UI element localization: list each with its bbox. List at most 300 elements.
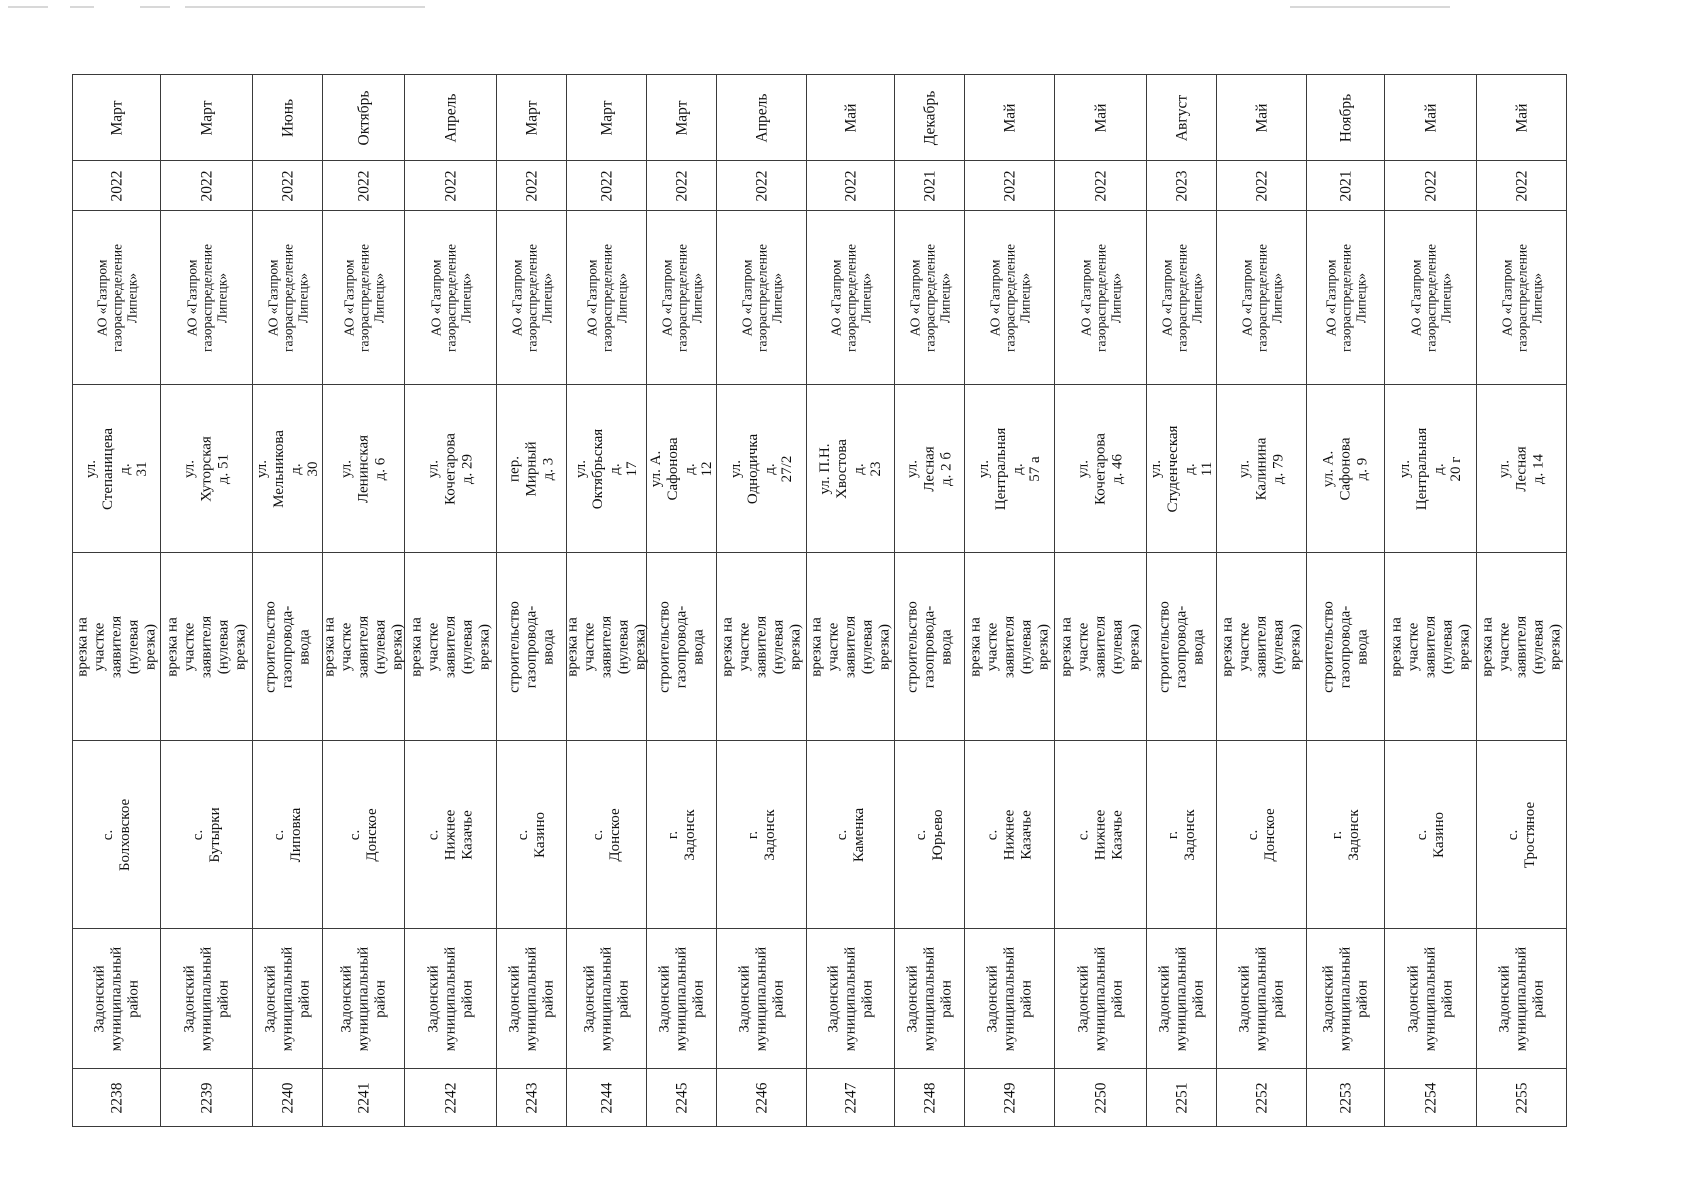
- cell-year: [1217, 161, 1307, 211]
- settlement-text: с. Нижнее Казачье: [425, 809, 475, 860]
- year-text: 2022: [355, 170, 372, 201]
- scan-artifact: [140, 6, 170, 8]
- cell-organization: [1385, 211, 1477, 385]
- number-text: 2252: [1253, 1082, 1270, 1113]
- cell-address: [717, 385, 807, 553]
- number-text: 2238: [108, 1082, 125, 1113]
- cell-address: [405, 385, 497, 553]
- work-type-text: врезка на участке заявителя (нулевая врезка): [808, 615, 892, 678]
- cell-settlement: [497, 741, 567, 929]
- year-text: 2022: [1092, 170, 1109, 201]
- organization-text: АО «Газпром газораспределение Липецк»: [1159, 243, 1204, 352]
- year-text: 2022: [598, 170, 615, 201]
- cell-organization: [647, 211, 717, 385]
- district-text: Задонский муниципальный район: [1075, 946, 1125, 1051]
- cell-district: [161, 929, 253, 1069]
- organization-text: АО «Газпром газораспределение Липецк»: [659, 243, 704, 352]
- cell-month: [567, 75, 647, 161]
- address-text: ул. А. Сафонова д. 12: [647, 437, 715, 500]
- cell-settlement: [647, 741, 717, 929]
- cell-settlement: [1217, 741, 1307, 929]
- cell-month: [1385, 75, 1477, 161]
- year-text: 2022: [842, 170, 859, 201]
- row-month: [73, 75, 1567, 161]
- address-text: ул. Хуторская д. 51: [181, 435, 231, 502]
- settlement-text: г. Задонск: [744, 808, 778, 861]
- organization-text: АО «Газпром газораспределение Липецк»: [184, 243, 229, 352]
- number-text: 2254: [1422, 1082, 1439, 1113]
- year-text: 2022: [279, 170, 296, 201]
- cell-organization: [1307, 211, 1385, 385]
- district-text: Задонский муниципальный район: [904, 946, 954, 1051]
- work-type-text: строительство газопровода-ввода: [1156, 600, 1206, 693]
- year-text: 2021: [1337, 170, 1354, 201]
- cell-district: [405, 929, 497, 1069]
- address-text: ул. Лесная д. 14: [1496, 445, 1546, 492]
- cell-month: [405, 75, 497, 161]
- cell-work-type: [965, 553, 1055, 741]
- address-text: ул. Октябрьская д. 17: [572, 428, 640, 509]
- work-type-text: врезка на участке заявителя (нулевая врезка): [321, 615, 405, 678]
- cell-work-type: [895, 553, 965, 741]
- month-text: Март: [598, 100, 615, 135]
- address-text: ул. Однодичка д. 27/2: [727, 433, 795, 504]
- cell-address: [497, 385, 567, 553]
- cell-work-type: [1147, 553, 1217, 741]
- cell-number: [965, 1069, 1055, 1127]
- cell-organization: [1477, 211, 1567, 385]
- cell-number: [567, 1069, 647, 1127]
- cell-organization: [161, 211, 253, 385]
- address-text: ул. Центральная д. 57 а: [975, 427, 1043, 510]
- work-type-text: врезка на участке заявителя (нулевая врезка): [1479, 615, 1563, 678]
- cell-address: [895, 385, 965, 553]
- cell-year: [1385, 161, 1477, 211]
- cell-work-type: [161, 553, 253, 741]
- cell-month: [1477, 75, 1567, 161]
- work-type-text: врезка на участке заявителя (нулевая врезка): [564, 615, 648, 678]
- district-text: Задонский муниципальный район: [91, 946, 141, 1051]
- year-text: 2022: [1001, 170, 1018, 201]
- number-text: 2239: [198, 1082, 215, 1113]
- cell-organization: [807, 211, 895, 385]
- row-address: [73, 385, 1567, 553]
- cell-month: [1307, 75, 1385, 161]
- cell-address: [567, 385, 647, 553]
- number-text: 2249: [1001, 1082, 1018, 1113]
- cell-month: [73, 75, 161, 161]
- year-text: 2022: [108, 170, 125, 201]
- scan-artifact: [70, 6, 94, 8]
- work-type-text: врезка на участке заявителя (нулевая врезка): [1388, 615, 1472, 678]
- cell-address: [253, 385, 323, 553]
- cell-work-type: [253, 553, 323, 741]
- row-work-type: [73, 553, 1567, 741]
- scan-artifact: [1290, 6, 1450, 8]
- organization-text: АО «Газпром газораспределение Липецк»: [584, 243, 629, 352]
- address-text: ул. Кочегарова д. 29: [425, 432, 475, 505]
- year-text: 2022: [442, 170, 459, 201]
- month-text: Апрель: [753, 93, 770, 142]
- number-text: 2244: [598, 1082, 615, 1113]
- number-text: 2253: [1337, 1082, 1354, 1113]
- cell-settlement: [1477, 741, 1567, 929]
- cell-month: [1055, 75, 1147, 161]
- month-text: Май: [1092, 103, 1109, 132]
- district-text: Задонский муниципальный район: [262, 946, 312, 1051]
- cell-number: [1477, 1069, 1567, 1127]
- number-text: 2243: [523, 1082, 540, 1113]
- cell-month: [323, 75, 405, 161]
- cell-work-type: [1217, 553, 1307, 741]
- address-text: ул. Центральная д. 20 г: [1396, 427, 1464, 510]
- organization-text: АО «Газпром газораспределение Липецк»: [1239, 243, 1284, 352]
- number-text: 2255: [1513, 1082, 1530, 1113]
- cell-address: [1217, 385, 1307, 553]
- cell-year: [1477, 161, 1567, 211]
- cell-settlement: [1147, 741, 1217, 929]
- month-text: Декабрь: [921, 90, 938, 145]
- number-text: 2240: [279, 1082, 296, 1113]
- cell-work-type: [1385, 553, 1477, 741]
- month-text: Март: [673, 100, 690, 135]
- cell-number: [717, 1069, 807, 1127]
- organization-text: АО «Газпром газораспределение Липецк»: [1323, 243, 1368, 352]
- table-body: [73, 75, 1567, 1127]
- cell-year: [161, 161, 253, 211]
- cell-year: [253, 161, 323, 211]
- cell-organization: [405, 211, 497, 385]
- settlement-text: с. Болховское: [99, 798, 133, 871]
- cell-number: [1385, 1069, 1477, 1127]
- cell-address: [73, 385, 161, 553]
- cell-organization: [323, 211, 405, 385]
- cell-organization: [497, 211, 567, 385]
- cell-month: [717, 75, 807, 161]
- cell-year: [807, 161, 895, 211]
- cell-month: [253, 75, 323, 161]
- scan-top-artifacts: [0, 0, 1697, 16]
- cell-address: [1055, 385, 1147, 553]
- cell-district: [323, 929, 405, 1069]
- cell-month: [807, 75, 895, 161]
- cell-year: [323, 161, 405, 211]
- organization-text: АО «Газпром газораспределение Липецк»: [739, 243, 784, 352]
- address-text: ул. А. Сафонова д. 9: [1320, 437, 1370, 500]
- district-text: Задонский муниципальный район: [984, 946, 1034, 1051]
- year-text: 2022: [1422, 170, 1439, 201]
- row-settlement: [73, 741, 1567, 929]
- cell-settlement: [1385, 741, 1477, 929]
- district-text: Задонский муниципальный район: [581, 946, 631, 1051]
- cell-district: [253, 929, 323, 1069]
- organization-text: АО «Газпром газораспределение Липецк»: [1408, 243, 1453, 352]
- district-text: Задонский муниципальный район: [736, 946, 786, 1051]
- cell-settlement: [1055, 741, 1147, 929]
- cell-address: [161, 385, 253, 553]
- work-type-text: строительство газопровода-ввода: [656, 600, 706, 693]
- cell-settlement: [1307, 741, 1385, 929]
- cell-district: [1307, 929, 1385, 1069]
- month-text: Ноябрь: [1337, 93, 1354, 142]
- district-text: Задонский муниципальный район: [1405, 946, 1455, 1051]
- scan-artifact: [185, 6, 425, 8]
- work-type-text: врезка на участке заявителя (нулевая врезка): [967, 615, 1051, 678]
- cell-year: [73, 161, 161, 211]
- cell-settlement: [717, 741, 807, 929]
- cell-number: [647, 1069, 717, 1127]
- cell-district: [1385, 929, 1477, 1069]
- cell-number: [405, 1069, 497, 1127]
- cell-work-type: [647, 553, 717, 741]
- cell-work-type: [1477, 553, 1567, 741]
- cell-organization: [73, 211, 161, 385]
- work-type-text: врезка на участке заявителя (нулевая врезка): [164, 615, 248, 678]
- month-text: Август: [1173, 94, 1190, 141]
- work-type-text: врезка на участке заявителя (нулевая врезка): [408, 615, 492, 678]
- cell-settlement: [405, 741, 497, 929]
- cell-district: [647, 929, 717, 1069]
- cell-work-type: [564, 553, 648, 741]
- cell-district: [807, 929, 895, 1069]
- cell-organization: [567, 211, 647, 385]
- district-text: Задонский муниципальный район: [656, 946, 706, 1051]
- settlement-text: с. Бутырки: [189, 806, 223, 863]
- organization-text: АО «Газпром газораспределение Липецк»: [1499, 243, 1544, 352]
- month-text: Октябрь: [355, 90, 372, 145]
- cell-year: [895, 161, 965, 211]
- row-organization: [73, 211, 1567, 385]
- cell-district: [1477, 929, 1567, 1069]
- cell-year: [1147, 161, 1217, 211]
- cell-organization: [965, 211, 1055, 385]
- number-text: 2245: [673, 1082, 690, 1113]
- address-text: ул. Степаницева д. 31: [82, 427, 150, 510]
- district-text: Задонский муниципальный район: [1156, 946, 1206, 1051]
- district-text: Задонский муниципальный район: [1320, 946, 1370, 1051]
- cell-district: [1217, 929, 1307, 1069]
- cell-work-type: [497, 553, 567, 741]
- cell-district: [1055, 929, 1147, 1069]
- scan-artifact: [8, 6, 48, 8]
- cell-address: [1477, 385, 1567, 553]
- cell-month: [965, 75, 1055, 161]
- year-text: 2022: [198, 170, 215, 201]
- cell-address: [1307, 385, 1385, 553]
- work-type-text: строительство газопровода-ввода: [1320, 600, 1370, 693]
- cell-district: [965, 929, 1055, 1069]
- work-type-text: строительство газопровода-ввода: [506, 600, 556, 693]
- settlement-text: с. Каменка: [833, 807, 867, 862]
- organization-text: АО «Газпром газораспределение Липецк»: [987, 243, 1032, 352]
- cell-district: [497, 929, 567, 1069]
- cell-month: [647, 75, 717, 161]
- work-type-text: строительство газопровода-ввода: [262, 600, 312, 693]
- cell-year: [647, 161, 717, 211]
- cell-number: [497, 1069, 567, 1127]
- cell-number: [1307, 1069, 1385, 1127]
- district-text: Задонский муниципальный район: [181, 946, 231, 1051]
- row-number: [73, 1069, 1567, 1127]
- cell-month: [895, 75, 965, 161]
- settlement-text: г. Задонск: [1328, 808, 1362, 861]
- row-year: [73, 161, 1567, 211]
- month-text: Май: [842, 103, 859, 132]
- address-text: ул. Мельникова д. 30: [253, 429, 321, 508]
- cell-settlement: [323, 741, 405, 929]
- cell-organization: [1217, 211, 1307, 385]
- settlement-text: с. Юрьево: [912, 809, 946, 860]
- cell-number: [1217, 1069, 1307, 1127]
- work-type-text: врезка на участке заявителя (нулевая врезка): [74, 615, 158, 678]
- number-text: 2248: [921, 1082, 938, 1113]
- number-text: 2242: [442, 1082, 459, 1113]
- cell-address: [323, 385, 405, 553]
- cell-address: [1147, 385, 1217, 553]
- cell-organization: [1147, 211, 1217, 385]
- cell-month: [1217, 75, 1307, 161]
- settlement-text: с. Донское: [1244, 807, 1278, 862]
- cell-year: [965, 161, 1055, 211]
- cell-address: [965, 385, 1055, 553]
- cell-number: [161, 1069, 253, 1127]
- cell-number: [253, 1069, 323, 1127]
- work-type-text: строительство газопровода-ввода: [904, 600, 954, 693]
- cell-month: [497, 75, 567, 161]
- cell-year: [1055, 161, 1147, 211]
- cell-settlement: [807, 741, 895, 929]
- month-text: Май: [1513, 103, 1530, 132]
- work-type-text: врезка на участке заявителя (нулевая врезка): [719, 615, 803, 678]
- month-text: Июнь: [279, 98, 296, 137]
- year-text: 2021: [921, 170, 938, 201]
- district-text: Задонский муниципальный район: [506, 946, 556, 1051]
- address-text: ул. Кочегарова д. 46: [1075, 432, 1125, 505]
- cell-work-type: [717, 553, 807, 741]
- settlement-text: г. Задонск: [664, 808, 698, 861]
- district-text: Задонский муниципальный район: [338, 946, 388, 1051]
- number-text: 2250: [1092, 1082, 1109, 1113]
- cell-month: [1147, 75, 1217, 161]
- settlement-text: г. Задонск: [1164, 808, 1198, 861]
- cell-year: [497, 161, 567, 211]
- organization-text: АО «Газпром газораспределение Липецк»: [907, 243, 952, 352]
- organization-text: АО «Газпром газораспределение Липецк»: [828, 243, 873, 352]
- cell-settlement: [567, 741, 647, 929]
- cell-number: [1147, 1069, 1217, 1127]
- year-text: 2022: [753, 170, 770, 201]
- year-text: 2022: [523, 170, 540, 201]
- cell-work-type: [807, 553, 895, 741]
- cell-settlement: [895, 741, 965, 929]
- cell-number: [1055, 1069, 1147, 1127]
- settlement-text: с. Нижнее Казачье: [984, 809, 1034, 860]
- cell-organization: [1055, 211, 1147, 385]
- year-text: 2023: [1173, 170, 1190, 201]
- district-text: Задонский муниципальный район: [825, 946, 875, 1051]
- organization-text: АО «Газпром газораспределение Липецк»: [509, 243, 554, 352]
- cell-address: [807, 385, 895, 553]
- cell-district: [717, 929, 807, 1069]
- cell-address: [647, 385, 717, 553]
- cell-work-type: [73, 553, 161, 741]
- organization-text: АО «Газпром газораспределение Липецк»: [428, 243, 473, 352]
- cell-organization: [253, 211, 323, 385]
- cell-district: [567, 929, 647, 1069]
- cell-district: [73, 929, 161, 1069]
- settlement-text: с. Тростяное: [1504, 801, 1538, 868]
- month-text: Март: [523, 100, 540, 135]
- address-text: ул. Лесная д. 2 б: [904, 445, 954, 492]
- address-text: ул. П.Н. Хвостова д. 23: [816, 438, 884, 499]
- district-text: Задонский муниципальный район: [1496, 946, 1546, 1051]
- cell-number: [323, 1069, 405, 1127]
- settlement-text: с. Казино: [514, 811, 548, 858]
- cell-year: [1307, 161, 1385, 211]
- address-text: ул. Студенческая д. 11: [1147, 425, 1215, 512]
- settlement-text: с. Донское: [346, 807, 380, 862]
- cell-organization: [717, 211, 807, 385]
- settlement-text: с. Донское: [589, 807, 623, 862]
- cell-organization: [895, 211, 965, 385]
- cell-work-type: [1307, 553, 1385, 741]
- month-text: Март: [198, 100, 215, 135]
- cell-year: [567, 161, 647, 211]
- settlement-text: с. Казино: [1413, 811, 1447, 858]
- year-text: 2022: [1513, 170, 1530, 201]
- settlement-text: с. Нижнее Казачье: [1075, 809, 1125, 860]
- cell-work-type: [323, 553, 405, 741]
- cell-year: [405, 161, 497, 211]
- organization-text: АО «Газпром газораспределение Липецк»: [341, 243, 386, 352]
- cell-number: [73, 1069, 161, 1127]
- cell-number: [807, 1069, 895, 1127]
- cell-settlement: [253, 741, 323, 929]
- district-text: Задонский муниципальный район: [425, 946, 475, 1051]
- year-text: 2022: [673, 170, 690, 201]
- cell-address: [1385, 385, 1477, 553]
- number-text: 2247: [842, 1082, 859, 1113]
- month-text: Апрель: [442, 93, 459, 142]
- year-text: 2022: [1253, 170, 1270, 201]
- cell-settlement: [965, 741, 1055, 929]
- month-text: Май: [1422, 103, 1439, 132]
- month-text: Май: [1253, 103, 1270, 132]
- number-text: 2246: [753, 1082, 770, 1113]
- month-text: Март: [108, 100, 125, 135]
- cell-settlement: [73, 741, 161, 929]
- settlement-text: с. Липовка: [270, 807, 304, 862]
- number-text: 2251: [1173, 1082, 1190, 1113]
- district-text: Задонский муниципальный район: [1236, 946, 1286, 1051]
- organization-text: АО «Газпром газораспределение Липецк»: [94, 243, 139, 352]
- gasification-table: [72, 74, 1567, 1127]
- address-text: ул. Калинина д. 79: [1236, 437, 1286, 500]
- cell-month: [161, 75, 253, 161]
- address-text: пер. Мирный д. 3: [506, 441, 556, 496]
- cell-district: [895, 929, 965, 1069]
- organization-text: АО «Газпром газораспределение Липецк»: [1078, 243, 1123, 352]
- organization-text: АО «Газпром газораспределение Липецк»: [265, 243, 310, 352]
- cell-district: [1147, 929, 1217, 1069]
- address-text: ул. Ленинская д. 6: [338, 434, 388, 503]
- number-text: 2241: [355, 1082, 372, 1113]
- cell-year: [717, 161, 807, 211]
- cell-work-type: [405, 553, 497, 741]
- cell-number: [895, 1069, 965, 1127]
- cell-work-type: [1055, 553, 1147, 741]
- cell-settlement: [161, 741, 253, 929]
